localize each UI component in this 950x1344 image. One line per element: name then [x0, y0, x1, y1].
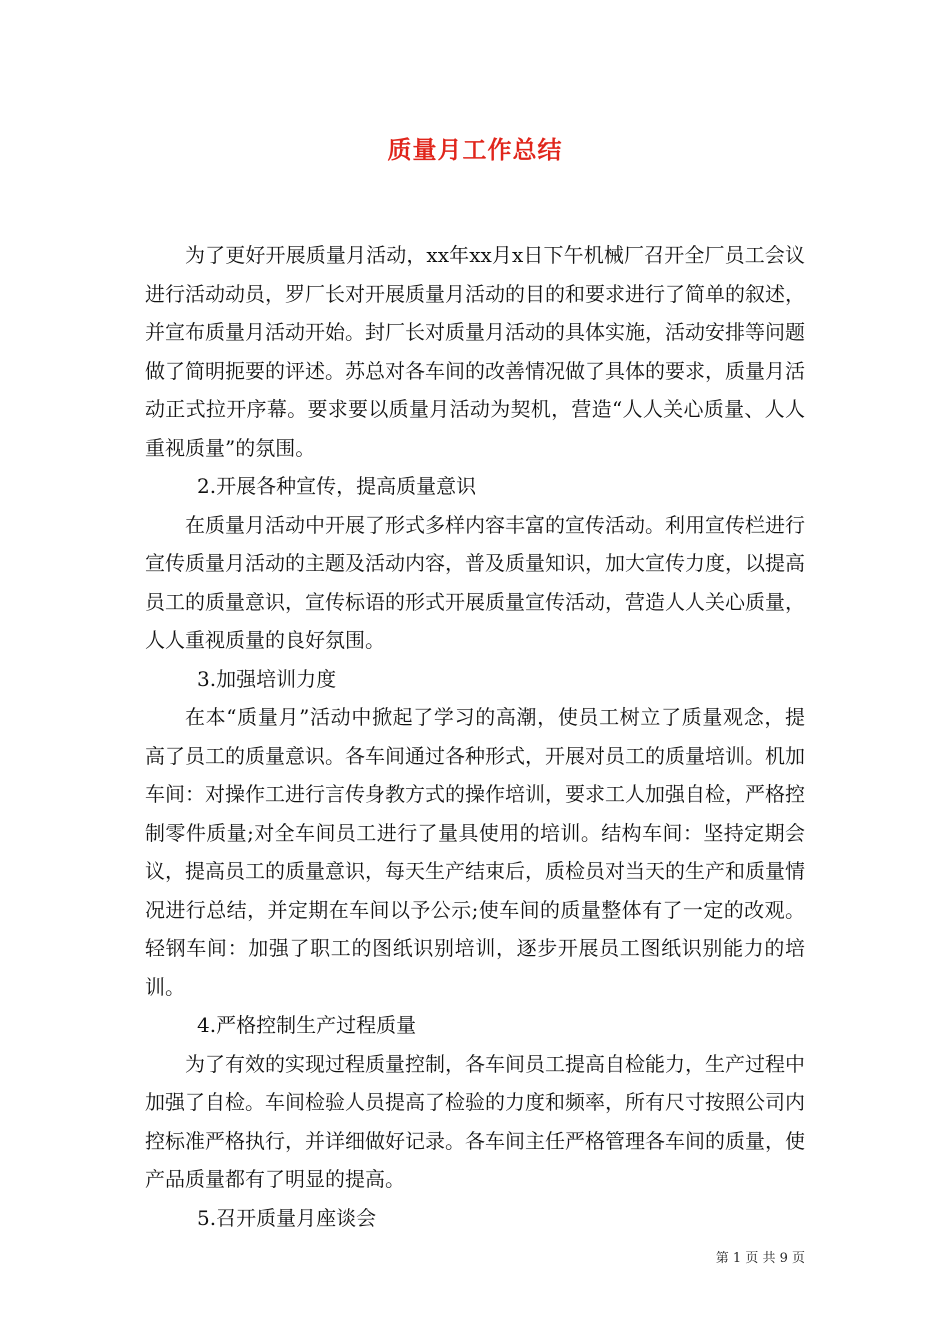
document-body [145, 236, 805, 1237]
section-heading-2: 2.开展各种宣传，提高质量意识 [197, 474, 477, 498]
paragraph-publicity: 在质量月活动中开展了形式多样内容丰富的宣传活动。利用宣传栏进行宣传质量月活动的主题及活动内容，普及质量知识，加大宣传力度，以提高员工的质量意识，宣传标语的形式开展质量宣传活动，营造人人关心质量，人人重视质量的良好氛围。 [145, 512, 805, 652]
page-number-footer: 第 1 页 共 9 页 [715, 1251, 805, 1266]
section-heading-5: 5.召开质量月座谈会 [197, 1205, 377, 1230]
paragraph-training: 在本“质量月”活动中掀起了学习的高潮，使员工树立了质量观念，提高了员工的质量意识。各车间通过各种形式，开展对员工的质量培训。机加车间：对操作工进行言传身教方式的操作培训，要求工人加强自检，严格控制零件质量;对全车间员工进行了量具使用的培训。结构车间：坚持定期会议，提高员工的质量意识，每天生产结束后，质检员对当天的生产和质量情况进行总结，并定期在车间以予公示;使车间的质量整体有了一定的改观。轻钢车间：加强了职工的图纸识别培训，逐步开展员工图纸识别能力的培训。 [145, 705, 805, 999]
paragraph-intro: 为了更好开展质量月活动，xx年xx月x日下午机械厂召开全厂员工会议进行活动动员，罗厂长对开展质量月活动的目的和要求进行了简单的叙述，并宣布质量月活动开始。封厂长对质量月活动的具体实施，活动安排等问题做了简明扼要的评述。苏总对各车间的改善情况做了具体的要求，质量月活动正式拉开序幕。要求要以质量月活动为契机，营造“人人关心质量、人人重视质量”的氛围。 [145, 243, 805, 460]
paragraph-process-control: 为了有效的实现过程质量控制，各车间员工提高自检能力，生产过程中加强了自检。车间检验人员提高了检验的力度和频率，所有尺寸按照公司内控标准严格执行，并详细做好记录。各车间主任严格管理各车间的质量，使产品质量都有了明显的提高。 [145, 1051, 805, 1191]
section-heading-3: 3.加强培训力度 [197, 666, 337, 691]
section-heading-4: 4.严格控制生产过程质量 [197, 1013, 417, 1037]
document-title: 质量月工作总结 [387, 135, 563, 164]
